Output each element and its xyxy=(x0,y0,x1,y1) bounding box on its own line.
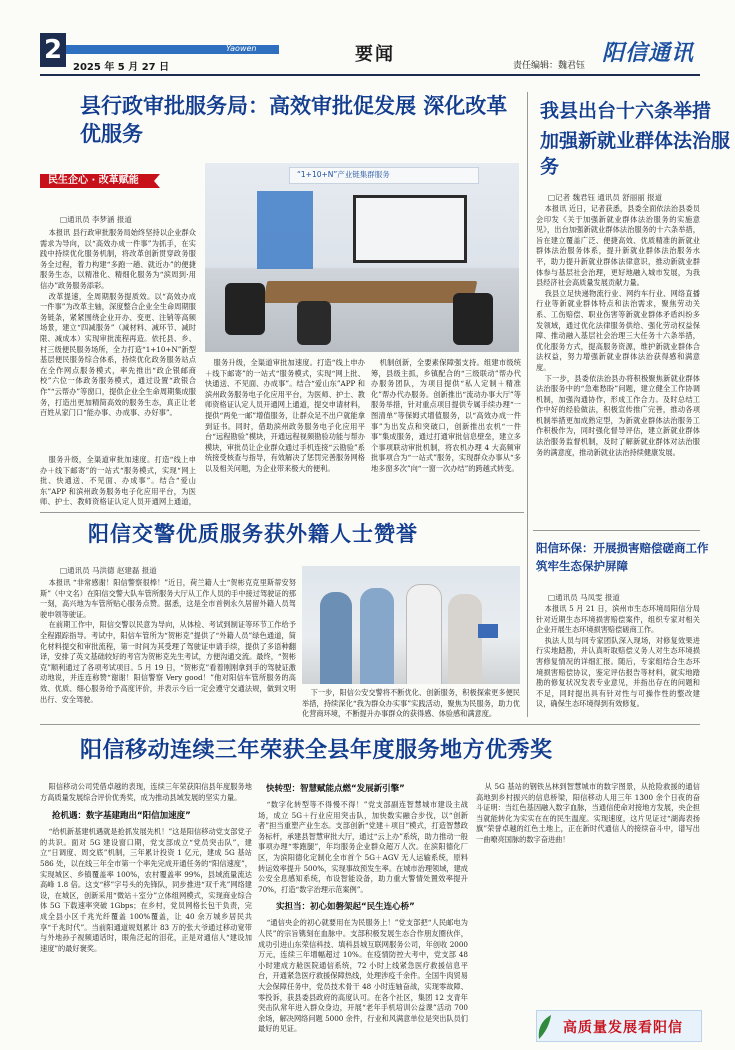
article2-col2 xyxy=(302,688,520,720)
article5-subhead1: 抢机遇：数字基建跑出“阳信加速度” xyxy=(52,811,191,822)
article2-para3: 下一步，阳信公安交警将不断优化、创新服务，积极探索更多便民举措，持续深化“我为群众办实事”实践活动，聚焦为民服务，助力优化营商环境，不断提升办事群众的获得感、体验感和满意度。 xyxy=(302,688,520,719)
masthead-logo: 阳信通讯 xyxy=(602,40,695,66)
article1-col2 xyxy=(40,455,196,507)
photo-chair-1 xyxy=(225,283,265,335)
photo-screen xyxy=(353,195,467,263)
article5-col2 xyxy=(258,782,468,1044)
header xyxy=(0,0,735,92)
article2-top-divider xyxy=(40,512,524,513)
photo-license-card xyxy=(478,624,498,638)
article4-para2: 执法人员与同专家团队深入现场，对修复效果进行实地踏勘，并认真听取赔偿义务人对生态环境损害修复情况的详细汇报。随后，专家组结合生态环境损害赔偿协议，鉴定评估报告等材料，就实地踏勘的修复状况发表专业意见，并指出存在的问题和不足，同时提出具有针对性与可操作性的整改建议，确保生态环境得到有效修复。 xyxy=(536,635,700,709)
article5-top-divider xyxy=(40,724,700,725)
leaf-decoration-icon xyxy=(535,1011,563,1041)
article4-divider xyxy=(533,530,700,531)
article4-title-line1: 阳信环保：开展损害赔偿磋商工作 xyxy=(536,541,709,555)
page-number: 2 xyxy=(40,33,66,67)
photo-chair-3 xyxy=(453,293,493,345)
photo-person-1 xyxy=(320,592,352,684)
photo-banner-text: “1+10+N”产业链集群服务 xyxy=(297,170,390,179)
article5-title: 阳信移动连续三年荣获全县年度服务地方优秀奖 xyxy=(80,738,553,763)
footer-banner-text: 高质量发展看阳信 xyxy=(563,1020,683,1036)
article5-col2-body: “数字化转型等不得慢不得！”党支部副连智慧城市建设主战场，成立 5G＋行业应用突击队，加快数实融合步伐，以“创新者”担当重塑产业生态。支部创新“党建＋项目”模式，打造智慧政务标杆，承建县智慧审批大厅，通过“云上办”系统，助力推动一般事项办理“零跑腿”，年均服务企业群众超万人次。在滨阳德化厂区，为滨阳德化定制化全市首个 5G＋AGV 无人运输系统，原料转运效率提升 500%，实现事故预发生率。在城市治理领域，建成公安全息感知系统，布设智能设备，助力重大警情处置效率提升 70%，打造“数字治理示范案例”。 xyxy=(258,800,468,894)
right-column-divider xyxy=(527,92,528,717)
article3-title-line2: 加强新就业群体法治服务 xyxy=(540,130,731,178)
article3-para1: 本报讯 近日，记者获悉，县委全面依法治县委员会印发《关于加强新就业群体法治服务的实施意见》，出台加强新就业群体法治服务的十六条举措，旨在建立覆盖广泛、便捷高效、优质精准的新就业群体法治服务体系，提升新就业群体法治服务水平，助力提升新就业群体法律意识，推动新就业群体参与基层社会治理，更好地融入城市发展，为我县经济社会高质量发展贡献力量。 xyxy=(536,204,700,288)
article1-tag xyxy=(40,170,160,192)
article3-body xyxy=(536,204,700,526)
article1-col3 xyxy=(205,358,365,508)
article1-para4: 机制创新，全要素保障强支持。组建市级统筹，县级主抓，乡镇配合的“三级联动”帮办代办服务团队，为项目提供“私人定制＋精准化”帮办代办服务。创新推出“流动办事大厅”等服务举措，针对重点项目提供专属手续办理“一图清单”等保姆式增值服务，以“高效办成一件事”为出发点和突破口，创新推出农机“一件事”集成服务，通过打通审批信息壁垒，建立多个事项联动审批机制，将农机办理 4 大高频审批事项合为“一站式”服务，实现群众办事从“多地多窗多次”向“一窗一次办结”的跨越式转变。 xyxy=(371,358,521,473)
article2-title: 阳信交警优质服务获外籍人士赞誉 xyxy=(88,522,418,546)
header-pinyin: Yaowen xyxy=(226,44,257,53)
article4-para1: 本报讯 5 月 21 日，滨州市生态环境局阳信分局针对近期生态环境损害赔偿案件，组织专家对相关企业开展生态环境损害赔偿磋商工作。 xyxy=(536,604,700,635)
article1-para3: 服务升级，全渠道审批加速度。打造“线上申办＋线下邮寄”的一站式“服务模式，实现“网上批、快通送、不见面、办成事”。结合“爱山东”APP 和滨州政务服务电子化应用平台，为医师、护士、教师资格证认定人员开通网上通道，提交申请材料，提供“两免一邮”增值服务，让群众足不出户就能拿到证书。同时，借助滨州政务服务电子化应用平台“远程勘验”模块，开通远程视频勘验功能与帮办模块，审批员让企业群众通过手机连接“云勘验”系统接受核查与指导，有效解决了惩罚完善服务网格以及相关问题，为企业带来极大的便利。 xyxy=(205,358,365,473)
article1-col4 xyxy=(371,358,521,508)
photo-person-4 xyxy=(448,594,482,684)
header-editor: 责任编辑：魏君钰 xyxy=(513,61,586,71)
article5-col3 xyxy=(476,782,700,980)
article4-byline: □通讯员 马凤雯 报道 xyxy=(548,593,620,602)
article2-photo xyxy=(302,566,520,684)
article5-col1 xyxy=(40,782,252,1044)
photo-person-3 xyxy=(406,584,442,684)
article2-col1 xyxy=(40,578,296,713)
article5-col3-body: 从 5G 基站的钢铁丛林到智慧城市的数字图景，从抢险救援的通信高地到乡村振兴的信息桥梁，阳信移动人用三年 1300 余个日夜的奋斗证明：当红色基因融入数字血脉，当通信使命对接地方发展，央企担当就能转化为实实在在的民生温度。实现速度，这片见证过“湖海表扬旗”荣誉卓越的红色土地上，正在新时代通信人的接续奋斗中，谱写出一曲嘹亮国脉的数字奋进曲！ xyxy=(476,782,700,844)
photo-wall-panel xyxy=(257,191,313,269)
article1-title: 县行政审批服务局：高效审批促发展 深化改革优服务 xyxy=(80,94,508,146)
photo-table xyxy=(263,281,478,303)
article4-title-line2: 筑牢生态保护屏障 xyxy=(536,559,628,573)
header-date: 2025 年 5 月 27 日 xyxy=(73,62,170,73)
article3-byline: □记者 魏君钰 通讯员 舒丽丽 报道 xyxy=(548,193,663,202)
article3-para2: 我县立足快递物流行业、网约车行业、网络直播行业等新就业群体特点和法治需求，聚焦劳动关系、工伤赔偿、职业伤害等新就业群体矛盾纠纷多发领域，通过优化法律服务供给、强化劳动权益保障、推动融入基层社会治理三大任务十六条举措，优化服务方式，提高服务资源，维护新就业群体合法权益，努力增强新就业群体法治获得感和满意度。 xyxy=(536,288,700,372)
article3-para3: 下一步，县委依法治县办将积极聚焦新就业群体法治服务中的“急难愁盼”问题，建立健全工作协调机制，加强沟通协作，形成工作合力。及时总结工作中好的经验做法，积极宣传推广完善，推动各项机制举措更加成熟定型，为新就业群体法治服务工作积极作为，同时强化督导评估，建立新就业群体法治服务监督机制，及时了解新就业群体对法治服务的满意度，推动新就业法治持续健康发展。 xyxy=(536,373,700,457)
article3-title-line1: 我县出台十六条举措 xyxy=(540,100,712,122)
article4-body xyxy=(536,604,700,714)
article5-col2b-body: “通信央企的初心就要用在为民服务上！”党支部把“人民邮电为人民”的宗旨镌刻在血脉中。支部积极发展生态合作朋友圈伙伴，成功引进山东荣信科技、填科县城互联网服务公司，年创收 2000 万元，连续三年增幅超过 10%。在疫情防控大考中，党支部 48 小时建成方舱医院通信系统，72 小时上线紧急医疗救援信息平台，开通紧急医疗救援保障热线，处理涉疫千余件。全国牛肉贸易大会保障任务中，党员技术骨干 48 小时连轴奋战，实现零故障、零投诉，获县委县政府的高度认可。在各个社区，集团 12 支青年突击队常年进入群众身边，开展“老年手机培训公益课”活动 700 余场，解决网络问题 5000 余件，行业和风满意单位是突出队员们最好的见证。 xyxy=(258,918,468,1034)
article5-col1-body: “给机新基建机遇就是抢抓发展先机！”这是阳信移动党支部党子的共识。面对 5G 建设窗口期，党支部成立“党员突击队”，建立“日调度、周交底”机制，三年累计投资 1 亿元，建成 5G 基站 586 处，以在线三年全市第一个率先完成开通任务的“阳信速度”，实现城区、乡镇覆盖率 100%，农村覆盖率 99%，县域流量流达高峰 1.8 倍。这支“移”字号头的先锋队，同步推进“双千兆”网络建设，在城区，创新采用“微站＋室分”立体组网模式，实现商业综合体 5G 下载速率突破 1Gbps；在乡村，党员网格长包干负责，完成全县小区千兆光纤覆盖 100%覆盖，让 40 余万城乡居民共享“千兆时代”。当前阳通道规划累计 83 万的张大爷通过移动宽带与外地孙子视频通话时，眼角泛起的泪花，正是对通信人“建设加速度”的最好褒奖。 xyxy=(40,827,252,953)
header-rule xyxy=(40,74,700,76)
article5-subhead2: 快转型：智慧赋能点燃“发展新引擎” xyxy=(266,784,405,794)
footer-banner xyxy=(536,1010,702,1042)
article5-intro: 阳信移动公司凭借卓越的表现，连续三年荣获阳信县年度服务地方高质量发展综合评价优秀奖，成为推动县域发展的坚实力量。 xyxy=(40,782,252,802)
article1-para3-start: 服务升级，全渠道审批加速度。打造“线上申办＋线下邮寄”的一站式“服务模式，实现“网上批、快通送、不见面、办成事”。结合“爱山东”APP 和滨州政务服务电子化应用平台，为医师、护士、教师资格证认定人员开通网上通道， xyxy=(40,455,196,507)
article1-byline: □通讯员 李梦涵 报道 xyxy=(60,215,132,224)
article1-tag-label: 民生企心 · 改革赋能 xyxy=(48,175,139,186)
photo-person-2 xyxy=(360,588,394,684)
article5-subhead3: 实担当：初心如磐架起“民生连心桥” xyxy=(276,902,415,913)
photo-chair-2 xyxy=(297,301,331,345)
article1-para2: 改革提速，全周期服务提质效。以“高效办成一件事”为改革主轴，深度整合企业全生命周期服务链条，紧紧围绕企业开办、变更、注销等高频场景，建立“四减服务”（减材料、减环节、减时限、减成本）实现审批流程再造。依托县、乡、村三级便民服务场所，全力打造“1+10+N”新型基层便民服务综合体系，持续优化政务服务站点在全作网点服务模式，率先推出“政企银邮商校”六位一体政务服务模式，通过设置“政银合作”“云帮办”等窗口，提供企业全生命周期集成服务，打造出更加精简高效的服务生态，真正让老百姓从家门口“能办事、办成事、办好事”。 xyxy=(40,291,196,418)
article1-para1: 本报讯 县行政审批服务局始终坚持以企业群众需求为导向，以“高效办成一件事”为抓手，在实践中持续优化服务机制，将改革创新贯穿政务服务全过程，着力构建“多跑一趟、就近办”的便捷服务生态，以精准化、精细化服务为“滨周到·用信办”政务服务添彩。 xyxy=(40,228,196,290)
article2-para2: 在前期工作中，阳信交警以民意为导向，从体检、考试到制证等环节工作给予全程跟踪指导。考试中，阳信车管所为“贺彬克”提供了“外籍人员”绿色通道，简化材料提交和审批流程，第一时间为其受理了驾驶证申请手续，提供了多语种翻译，安排了英文基础较好的考官为贺彬克先生考试，方便沟通交流。最终，“贺彬克”顺利通过了各项考试项目。5 月 19 日，“贺彬克”看着刚刚拿到手的驾驶证激动地说，并连连称赞“谢谢！阳信警察 Very good！”他对阳信车管所服务的高效、优质、细心服务给予高度评价，并表示今后一定会遵守交通法规，做到文明出行、安全驾驶。 xyxy=(40,620,296,704)
article2-para1: 本报讯 “非常感谢！阳信警察很棒！”近日，荷兰籍人士“贺彬克克里斯蒂安努斯”（中文名）在阳信交警大队车管所服务大厅从工作人员的手中接过驾驶证的那一刻，高兴地为车管所贴心服务点赞。据悉，这是全市首例永久居留外籍人员驾驶申领等驶证。 xyxy=(40,578,296,619)
article2-byline: □通讯员 马洪德 赵建磊 报道 xyxy=(60,566,157,575)
article1-photo xyxy=(205,163,519,352)
header-section: 要闻 xyxy=(355,44,395,65)
